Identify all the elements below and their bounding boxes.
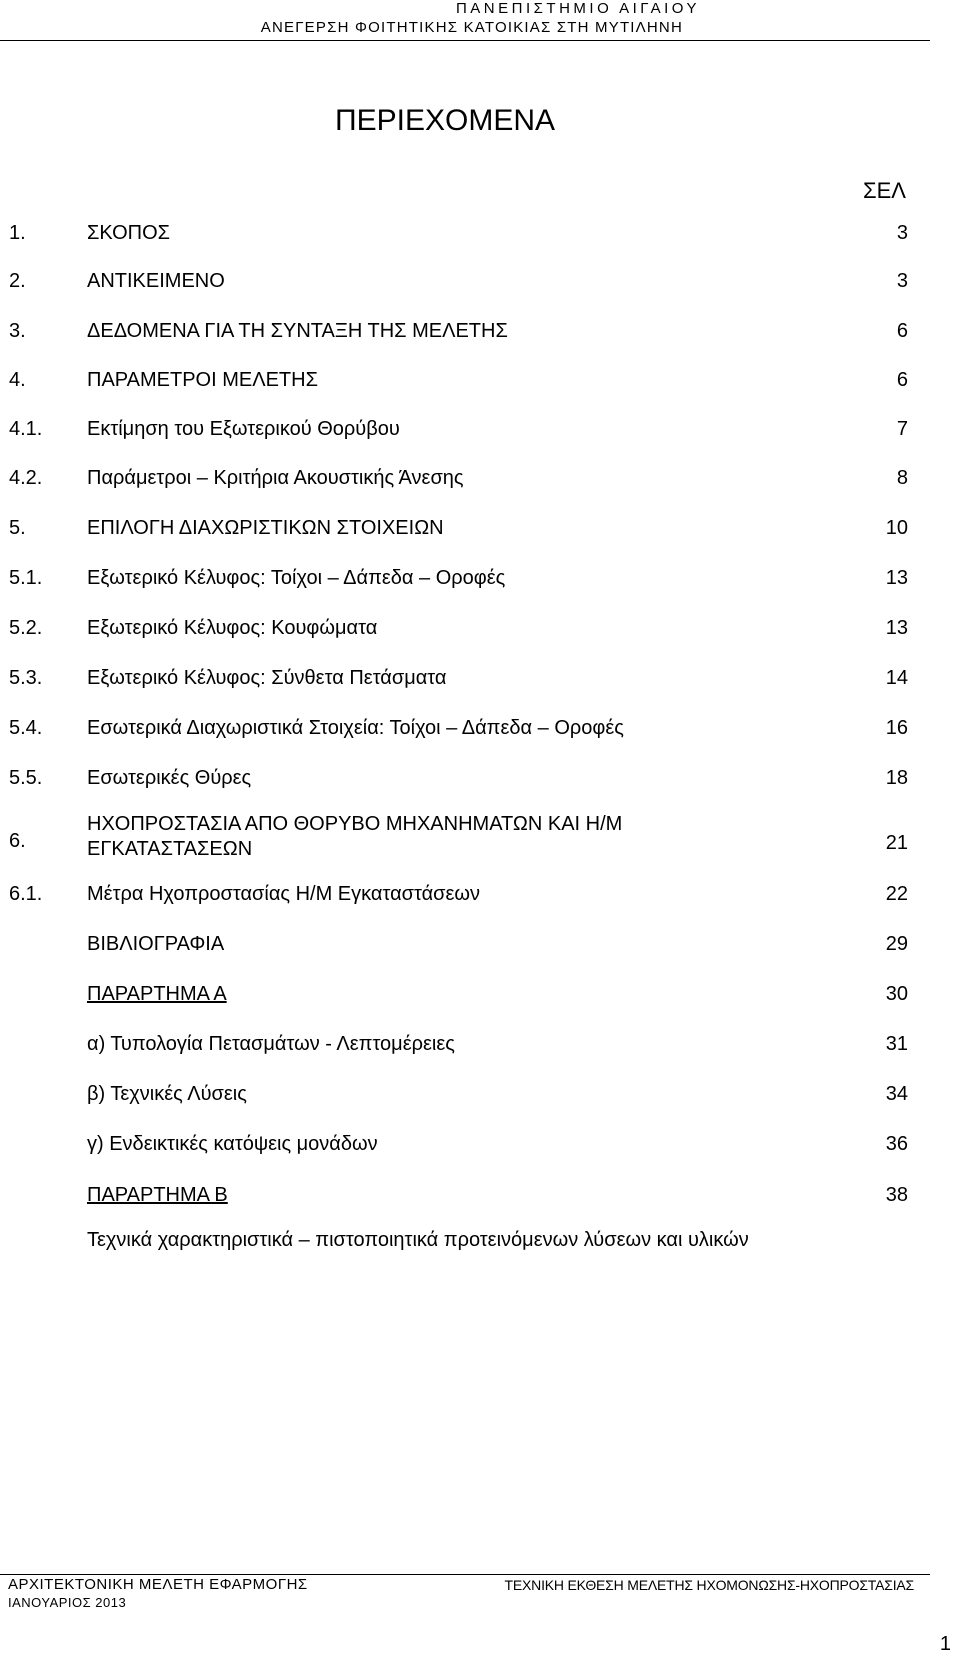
toc-title: γ) Ενδεικτικές κατόψεις μονάδων — [87, 1133, 378, 1155]
toc-row[interactable] — [0, 1228, 960, 1284]
header-university: ΠΑΝΕΠΙΣΤΗΜΙΟ ΑΙΓΑΙΟΥ — [455, 0, 700, 17]
toc-page: 13 — [885, 567, 908, 589]
toc-row[interactable] — [0, 930, 960, 958]
toc-page: 36 — [885, 1133, 908, 1155]
footer-left — [8, 1576, 308, 1612]
toc-page: 16 — [885, 717, 908, 739]
toc-page: 6 — [896, 369, 908, 391]
toc-row[interactable] — [0, 714, 960, 742]
toc-row[interactable] — [0, 514, 960, 542]
footer-divider — [0, 1574, 930, 1575]
toc-row[interactable] — [0, 1030, 960, 1058]
toc-page: 21 — [885, 832, 908, 854]
toc-row[interactable] — [0, 267, 960, 295]
toc-page: 3 — [896, 270, 908, 292]
toc-title: Παράμετροι – Κριτήρια Ακουστικής Άνεσης — [87, 467, 464, 489]
toc-page: 8 — [896, 467, 908, 489]
toc-number: 2. — [9, 270, 26, 292]
toc-page: 10 — [885, 517, 908, 539]
page-number: 1 — [939, 1633, 951, 1655]
toc-title: Τεχνικά χαρακτηριστικά – πιστοποιητικά προτεινόμενων λύσεων και υλικών — [87, 1229, 749, 1251]
toc-title: ΠΑΡΑΜΕΤΡΟΙ ΜΕΛΕΤΗΣ — [87, 369, 318, 391]
toc-page: 34 — [885, 1083, 908, 1105]
toc-row[interactable] — [0, 219, 960, 247]
toc-row[interactable] — [0, 1080, 960, 1108]
toc-number: 4. — [9, 369, 26, 391]
toc-page: 22 — [885, 883, 908, 905]
toc-title: α) Τυπολογία Πετασμάτων - Λεπτομέρειες — [87, 1033, 455, 1055]
toc-row[interactable] — [0, 880, 960, 908]
toc-page: 7 — [896, 418, 908, 440]
toc-page: 38 — [885, 1184, 908, 1206]
toc-page: 29 — [885, 933, 908, 955]
toc-title: Εξωτερικό Κέλυφος: Κουφώματα — [87, 617, 378, 639]
toc-title: ΠΑΡΑΡΤΗΜΑ Β — [87, 1184, 228, 1206]
toc-number: 4.1. — [9, 418, 43, 440]
toc-page: 3 — [896, 222, 908, 244]
toc-title: ΔΕΔΟΜΕΝΑ ΓΙΑ ΤΗ ΣΥΝΤΑΞΗ ΤΗΣ ΜΕΛΕΤΗΣ — [87, 320, 508, 342]
toc-title: Εξωτερικό Κέλυφος: Σύνθετα Πετάσματα — [87, 667, 447, 689]
toc-row[interactable] — [0, 812, 960, 868]
footer-document-type: ΑΡΧΙΤΕΚΤΟΝΙΚΗ ΜΕΛΕΤΗ ΕΦΑΡΜΟΓΗΣ — [8, 1576, 308, 1593]
page-title: ΠΕΡΙΕΧΟΜΕΝΑ — [334, 104, 556, 137]
toc-number: 1. — [9, 222, 26, 244]
toc-title: ΕΠΙΛΟΓΗ ΔΙΑΧΩΡΙΣΤΙΚΩΝ ΣΤΟΙΧΕΙΩΝ — [87, 517, 444, 539]
toc-row[interactable] — [0, 415, 960, 443]
toc-number: 5.3. — [9, 667, 43, 689]
toc-row[interactable] — [0, 366, 960, 394]
page-column-label: ΣΕΛ — [863, 178, 906, 203]
toc-row[interactable] — [0, 614, 960, 642]
toc-title: Εσωτερικές Θύρες — [87, 767, 252, 789]
toc-number: 5.1. — [9, 567, 43, 589]
page-header — [0, 0, 930, 41]
footer-date: ΙΑΝΟΥΑΡΙΟΣ 2013 — [8, 1595, 127, 1610]
toc-row[interactable] — [0, 1130, 960, 1158]
toc-row[interactable] — [0, 317, 960, 345]
toc-number: 4.2. — [9, 467, 43, 489]
toc-title: Μέτρα Ηχοπροστασίας Η/Μ Εγκαταστάσεων — [87, 883, 481, 905]
toc-title: β) Τεχνικές Λύσεις — [87, 1083, 247, 1105]
toc-number: 5. — [9, 517, 26, 539]
toc-page: 14 — [885, 667, 908, 689]
toc-number: 5.5. — [9, 767, 43, 789]
toc-title: Εξωτερικό Κέλυφος: Τοίχοι – Δάπεδα – Οροφές — [87, 567, 506, 589]
toc-title: Εσωτερικά Διαχωριστικά Στοιχεία: Τοίχοι – Δάπεδα – Οροφές — [87, 717, 624, 739]
header-project: ΑΝΕΓΕΡΣΗ ΦΟΙΤΗΤΙΚΗΣ ΚΑΤΟΙΚΙΑΣ ΣΤΗ ΜΥΤΙΛΗΝΗ — [260, 19, 683, 36]
toc-row[interactable] — [0, 464, 960, 492]
toc-number: 3. — [9, 320, 26, 342]
toc-page: 18 — [885, 767, 908, 789]
toc-page: 31 — [885, 1033, 908, 1055]
toc-title: ΣΚΟΠΟΣ — [87, 222, 171, 244]
footer-report-title: ΤΕΧΝΙΚΗ ΕΚΘΕΣΗ ΜΕΛΕΤΗΣ ΗΧΟΜΟΝΩΣΗΣ-ΗΧΟΠΡΟΣΤΑΣΙΑΣ — [504, 1577, 914, 1593]
toc-row[interactable] — [0, 564, 960, 592]
toc-number: 5.2. — [9, 617, 43, 639]
toc-title: ΑΝΤΙΚΕΙΜΕΝΟ — [87, 270, 225, 292]
toc-row[interactable] — [0, 664, 960, 692]
toc-page: 30 — [885, 983, 908, 1005]
toc-page: 6 — [896, 320, 908, 342]
toc-title: ΗΧΟΠΡΟΣΤΑΣΙΑ ΑΠΟ ΘΟΡΥΒΟ ΜΗΧΑΝΗΜΑΤΩΝ ΚΑΙ Η/Μ ΕΓΚΑΤΑΣΤΑΣΕΩΝ — [87, 813, 623, 860]
toc-title: ΒΙΒΛΙΟΓΡΑΦΙΑ — [87, 933, 225, 955]
toc-title: ΠΑΡΑΡΤΗΜΑ Α — [87, 983, 227, 1005]
toc-number: 5.4. — [9, 717, 43, 739]
toc-page: 13 — [885, 617, 908, 639]
toc-number: 6.1. — [9, 883, 43, 905]
toc-row[interactable] — [0, 764, 960, 792]
toc-row[interactable] — [0, 1181, 960, 1209]
toc-number: 6. — [9, 830, 26, 852]
toc-title: Εκτίμηση του Εξωτερικού Θορύβου — [87, 418, 400, 440]
toc-row[interactable] — [0, 980, 960, 1008]
